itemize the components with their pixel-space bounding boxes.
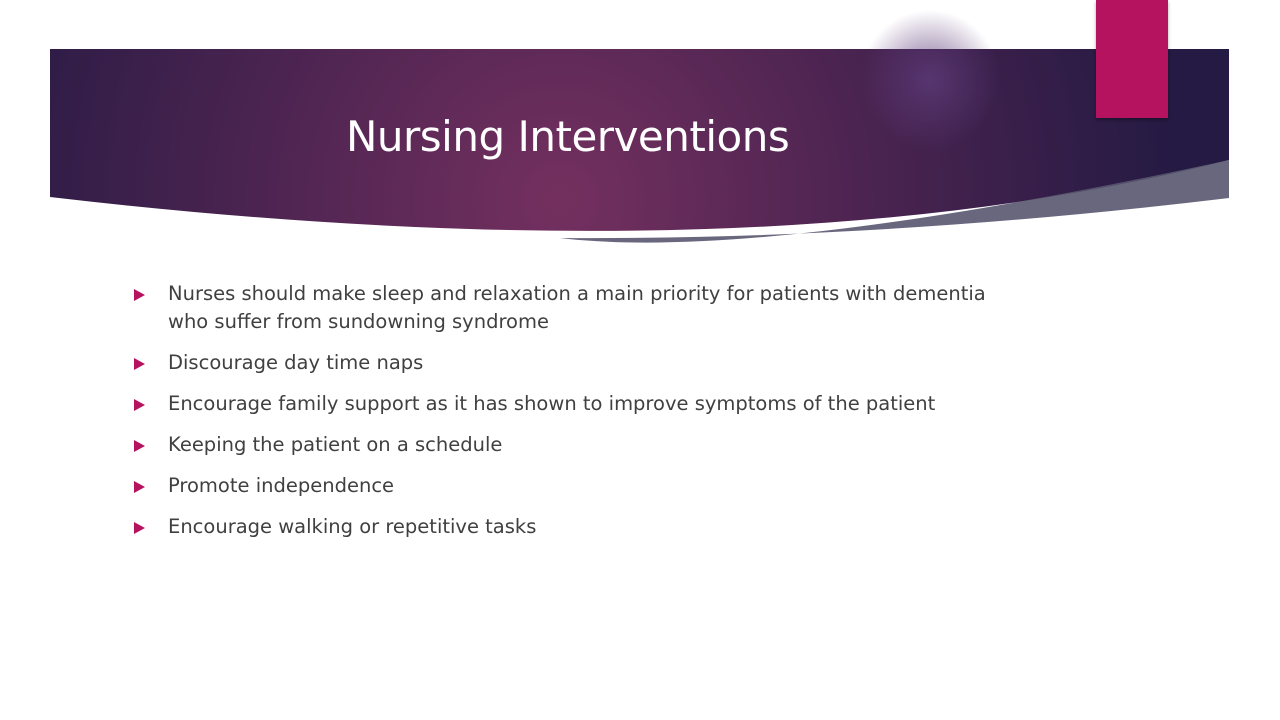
bullet-text: Nurses should make sleep and relaxation a main priority for patients with dementia who suffer from sundowning syndrome	[168, 282, 986, 333]
bullet-item	[130, 431, 1030, 459]
bullet-item	[130, 513, 1030, 541]
play-arrow-icon	[134, 481, 145, 493]
bullet-item	[130, 472, 1030, 500]
play-arrow-icon	[134, 440, 145, 452]
play-arrow-icon	[134, 358, 145, 370]
play-arrow-icon	[134, 522, 145, 534]
bullet-text: Encourage walking or repetitive tasks	[168, 515, 537, 538]
slide-title: Nursing Interventions	[346, 112, 790, 161]
bullet-text: Discourage day time naps	[168, 351, 424, 374]
bullet-text: Encourage family support as it has shown to improve symptoms of the patient	[168, 392, 936, 415]
play-arrow-icon	[134, 289, 145, 301]
bullet-text: Keeping the patient on a schedule	[168, 433, 503, 456]
bullet-item	[130, 280, 1030, 336]
play-arrow-icon	[134, 399, 145, 411]
bullet-list	[130, 280, 1030, 554]
bullet-text: Promote independence	[168, 474, 395, 497]
bullet-item	[130, 349, 1030, 377]
bullet-item	[130, 390, 1030, 418]
accent-tab	[1096, 0, 1168, 118]
